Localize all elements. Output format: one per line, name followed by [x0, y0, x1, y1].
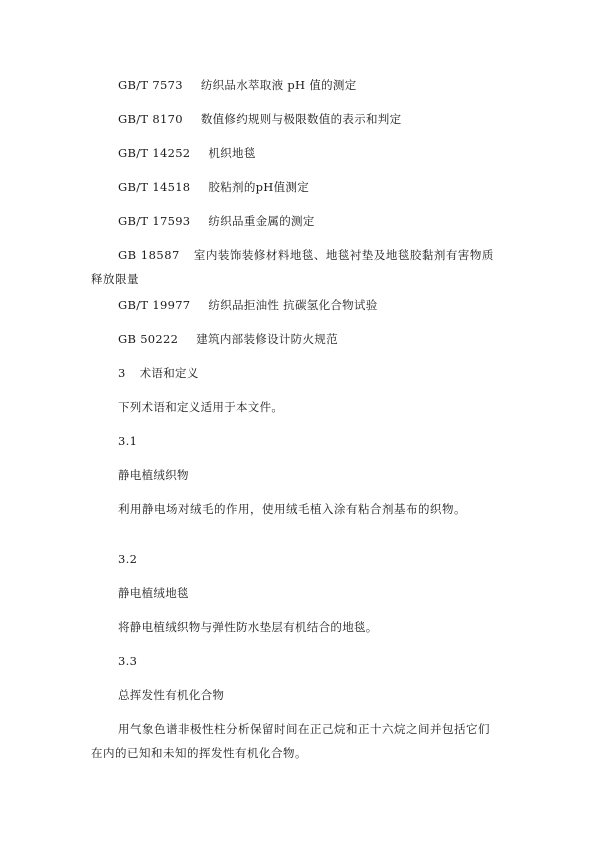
reference-title: 胶粘剂的pH值测定: [208, 180, 310, 194]
reference-title: 室内装饰装修材料地毯、地毯衬垫及地毯胶黏剂有害物质释放限量: [91, 248, 494, 286]
term-definition: [91, 717, 499, 765]
reference-title: 纺织品拒油性 抗碳氢化合物试验: [208, 298, 378, 312]
reference-title: 数值修约规则与极限数值的表示和判定: [200, 112, 402, 126]
term-name: 静电植绒地毯: [118, 586, 189, 600]
term-name: 总挥发性有机化合物: [118, 688, 225, 702]
reference-item: [118, 78, 357, 92]
term-definition: 将静电植绒织物与弹性防水垫层有机结合的地毯。: [118, 620, 378, 634]
reference-code: GB/T 8170: [118, 112, 183, 126]
term-name: 静电植绒织物: [118, 468, 189, 482]
reference-item: [118, 180, 309, 194]
term-number: 3.1: [118, 434, 138, 448]
reference-title: 纺织品重金属的测定: [208, 214, 315, 228]
reference-code: GB/T 17593: [118, 214, 191, 228]
section-intro: 下列术语和定义适用于本文件。: [118, 400, 284, 414]
reference-code: GB/T 14252: [118, 146, 191, 160]
term-number: 3.3: [118, 654, 138, 668]
reference-code: GB/T 19977: [118, 298, 191, 312]
reference-title: 建筑内部装修设计防火规范: [196, 332, 338, 346]
term-definition-text: 利用静电场对绒毛的作用，使用绒毛植入涂有粘合剂基布的织物。: [118, 502, 466, 516]
term-definition: [91, 497, 499, 521]
section-heading: [118, 366, 199, 380]
reference-title: 纺织品水萃取液 pH 值的测定: [200, 78, 357, 92]
reference-code: GB/T 7573: [118, 78, 183, 92]
reference-code: GB/T 14518: [118, 180, 191, 194]
reference-item: [91, 243, 499, 291]
section-number: 3: [118, 366, 126, 380]
reference-item: [118, 146, 256, 160]
reference-code: GB 18587: [118, 248, 180, 262]
reference-item: [118, 214, 315, 228]
reference-code: GB 50222: [118, 332, 179, 346]
section-title: 术语和定义: [139, 366, 199, 380]
reference-item: [118, 298, 378, 312]
reference-title: 机织地毯: [208, 146, 256, 160]
term-number: 3.2: [118, 552, 138, 566]
term-definition-text: 用气象色谱非极性柱分析保留时间在正己烷和正十六烷之间并包括它们在内的已知和未知的挥发性有机化合物。: [91, 722, 490, 760]
reference-item: [118, 112, 401, 126]
reference-item: [118, 332, 338, 346]
